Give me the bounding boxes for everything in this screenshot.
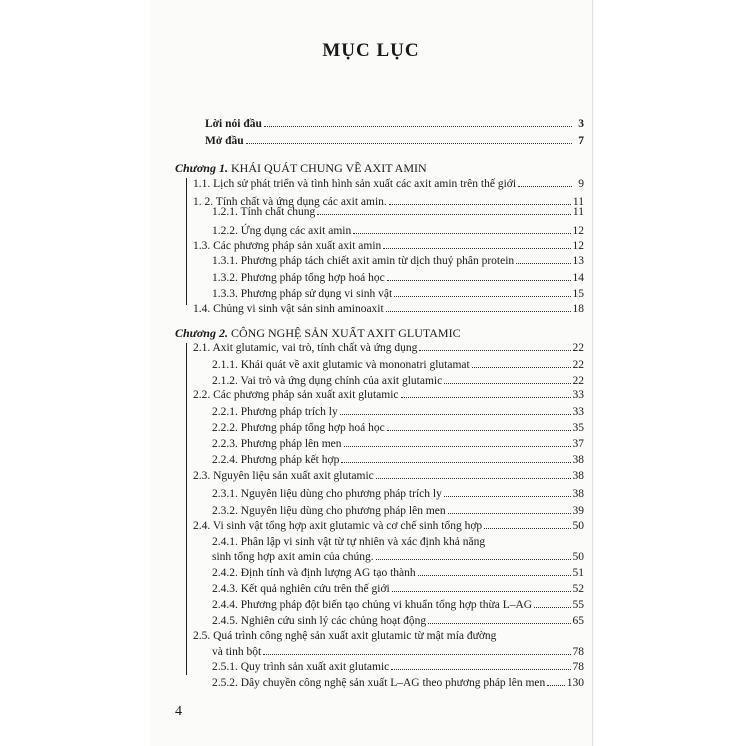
toc-entry-label: Mở đầu — [205, 135, 244, 147]
chapter-title: CÔNG NGHỆ SẢN XUẤT AXIT GLUTAMIC — [230, 326, 461, 340]
toc-entry-page: 22 — [572, 359, 584, 371]
toc-entry-page: 38 — [572, 454, 584, 466]
toc-entry-preface — [205, 116, 584, 133]
document-page — [150, 0, 592, 746]
toc-entry-page: 13 — [572, 255, 584, 267]
toc-entry-label: và tinh bột — [212, 646, 262, 658]
dot-leader — [448, 503, 571, 514]
toc-entry-page: 33 — [572, 406, 584, 418]
dot-leader — [344, 436, 571, 447]
toc-entry-label: 1. 2. Tính chất và ứng dụng các axit amin. — [193, 196, 387, 208]
dot-leader — [518, 176, 572, 187]
toc-entry-page: 18 — [572, 303, 584, 315]
toc-entry — [212, 253, 584, 270]
toc-entry-label: 2.5. Quá trình công nghệ sản xuất axit glutamic từ mật mía đường — [193, 630, 497, 642]
toc-entry-page: 38 — [572, 470, 584, 482]
dot-leader — [401, 387, 571, 398]
toc-entry-page: 22 — [572, 375, 584, 387]
dot-leader — [392, 581, 571, 592]
toc-entry-label: 2.4.2. Định tính và định lượng AG tạo thành — [212, 567, 416, 579]
page-title: MỤC LỤC — [322, 40, 420, 61]
toc-entry — [212, 357, 584, 374]
toc-entry-label: 1.3. Các phương pháp sản xuất axit amin — [193, 240, 382, 252]
toc-entry — [212, 270, 584, 287]
toc-entry — [212, 581, 584, 598]
toc-entry-label: Lời nói đầu — [205, 118, 262, 130]
dot-leader — [263, 644, 570, 655]
toc-entry-page: 12 — [572, 240, 584, 252]
toc-entry-page: 65 — [572, 615, 584, 627]
toc-entry-page: 38 — [572, 488, 584, 500]
toc-entry — [212, 486, 584, 503]
toc-entry — [212, 452, 584, 469]
chapter-heading — [175, 160, 427, 177]
toc-entry-page: 11 — [572, 206, 584, 218]
toc-entry — [212, 565, 584, 582]
toc-entry-label: 1.4. Chủng vi sinh vật sản sinh aminoaxit — [193, 303, 384, 315]
toc-entry-page: 33 — [572, 389, 584, 401]
toc-entry-label: 2.4.3. Kết quả nghiên cứu trên thế giới — [212, 583, 390, 595]
toc-entry-label: 1.3.1. Phương pháp tách chiết axit amin từ dịch thuỷ phân protein — [212, 255, 515, 267]
toc-entry — [212, 659, 584, 676]
toc-entry-page: 50 — [572, 520, 584, 532]
toc-entry-label: 2.2.1. Phương pháp trích ly — [212, 406, 338, 418]
toc-entry-label: 2.5.2. Dây chuyền công nghệ sản xuất L–AG theo phương pháp lên men — [212, 677, 546, 689]
toc-entry-label: 2.2.4. Phương pháp kết hợp — [212, 454, 340, 466]
toc-entry — [212, 675, 584, 692]
toc-entry-label: 2.1.2. Vai trò và ứng dụng chính của axit glutamic — [212, 375, 443, 387]
toc-entry-label: 2.4.5. Nghiên cứu sinh lý các chủng hoạt động — [212, 615, 427, 627]
toc-entry-page: 39 — [572, 505, 584, 517]
toc-entry-label: 2.2.3. Phương pháp lên men — [212, 438, 342, 450]
toc-entry-page: 22 — [572, 342, 584, 354]
chapter-prefix: Chương 2. — [175, 326, 228, 340]
toc-entry-page: 3 — [578, 118, 584, 130]
toc-entry-page: 78 — [572, 661, 584, 673]
toc-entry-page: 35 — [572, 422, 584, 434]
page-number: 4 — [175, 704, 182, 719]
chapter-title: KHÁI QUÁT CHUNG VỀ AXIT AMIN — [230, 161, 427, 175]
dot-leader — [534, 597, 570, 608]
dot-leader — [418, 565, 571, 576]
toc-entry-page: 14 — [572, 272, 584, 284]
toc-entry-page: 50 — [572, 551, 584, 563]
toc-entry-label: 1.2.1. Tính chất chung — [212, 206, 316, 218]
toc-entry-label: 1.3.3. Phương pháp sử dụng vi sinh vật — [212, 288, 393, 300]
toc-entry-label: sinh tổng hợp axit amin của chúng. — [212, 551, 374, 563]
dot-leader — [341, 452, 570, 463]
toc-entry-page: 130 — [566, 677, 584, 689]
dot-leader — [386, 301, 571, 312]
dot-leader — [264, 116, 572, 127]
dot-leader — [484, 518, 570, 529]
toc-entry-page: 15 — [572, 288, 584, 300]
dot-leader — [472, 357, 571, 368]
chapter-bracket-line — [186, 178, 187, 305]
toc-entry-label: 2.4. Vi sinh vật tổng hợp axit glutamic và cơ chế sinh tổng hợp — [193, 520, 483, 532]
dot-leader — [340, 404, 571, 415]
toc-entry-page: 12 — [572, 225, 584, 237]
toc-entry-label: 2.1. Axit glutamic, vai trò, tính chất và ứng dụng — [193, 342, 418, 354]
toc-entry-label: 1.2.2. Ứng dụng các axit amin — [212, 225, 352, 237]
toc-entry-page: 55 — [572, 599, 584, 611]
toc-entry-label: 1.3.2. Phương pháp tổng hợp hoá học — [212, 272, 385, 284]
toc-entry — [193, 387, 584, 404]
dot-leader — [246, 133, 572, 144]
dot-leader — [383, 238, 570, 249]
toc-entry — [193, 628, 584, 645]
toc-entry-label: 2.3.2. Nguyên liệu dùng cho phương pháp lên men — [212, 505, 446, 517]
toc-entry — [212, 549, 584, 566]
toc-entry — [193, 340, 584, 357]
dot-leader — [317, 204, 571, 215]
dot-leader — [444, 373, 570, 384]
toc-entry-label: 2.1.1. Khái quát về axit glutamic và mononatri glutamat — [212, 359, 470, 371]
toc-entry — [193, 176, 584, 193]
dot-leader — [387, 420, 571, 431]
chapter-bracket-line — [186, 343, 187, 675]
dot-leader — [394, 286, 570, 297]
toc-entry-label: 2.5.1. Quy trình sản xuất axit glutamic — [212, 661, 390, 673]
toc-entry-page: 7 — [578, 135, 584, 147]
dot-leader — [391, 659, 570, 670]
dot-leader — [387, 270, 571, 281]
toc-entry-page: 37 — [572, 438, 584, 450]
toc-entry — [212, 597, 584, 614]
dot-leader — [444, 486, 571, 497]
chapter-prefix: Chương 1. — [175, 161, 228, 175]
dot-leader — [376, 549, 571, 560]
toc-entry — [193, 518, 584, 535]
toc-entry-label: 2.3.1. Nguyên liệu dùng cho phương pháp trích ly — [212, 488, 442, 500]
toc-entry-label: 2.3. Nguyên liệu sản xuất axit glutamic — [193, 470, 374, 482]
dot-leader — [353, 223, 570, 234]
toc-entry-page: 52 — [572, 583, 584, 595]
toc-entry — [212, 420, 584, 437]
toc-entry-introduction — [205, 133, 584, 150]
toc-entry-label: 2.2.2. Phương pháp tổng hợp hoá học — [212, 422, 385, 434]
toc-entry-label: 1.1. Lịch sử phát triển và tình hình sản xuất các axit amin trên thế giới — [193, 178, 517, 190]
dot-leader — [376, 468, 571, 479]
toc-entry-page: 9 — [578, 178, 584, 190]
toc-entry-page: 11 — [572, 196, 584, 208]
toc-entry-page: 78 — [572, 646, 584, 658]
toc-entry-label: 2.4.1. Phân lập vi sinh vật từ tự nhiên và xác định khả năng — [212, 536, 486, 548]
toc-entry — [212, 404, 584, 421]
dot-leader — [428, 613, 570, 624]
toc-entry-page: 51 — [572, 567, 584, 579]
dot-leader — [516, 253, 570, 264]
toc-entry-label: 2.2. Các phương pháp sản xuất axit glutamic — [193, 389, 399, 401]
dot-leader — [547, 675, 564, 686]
toc-entry — [212, 436, 584, 453]
toc-entry — [193, 468, 584, 485]
toc-entry-label: 2.4.4. Phương pháp đột biến tạo chủng vi khuẩn tổng hợp thừa L–AG — [212, 599, 533, 611]
toc-entry — [212, 204, 584, 221]
dot-leader — [419, 340, 570, 351]
toc-entry — [193, 301, 584, 318]
